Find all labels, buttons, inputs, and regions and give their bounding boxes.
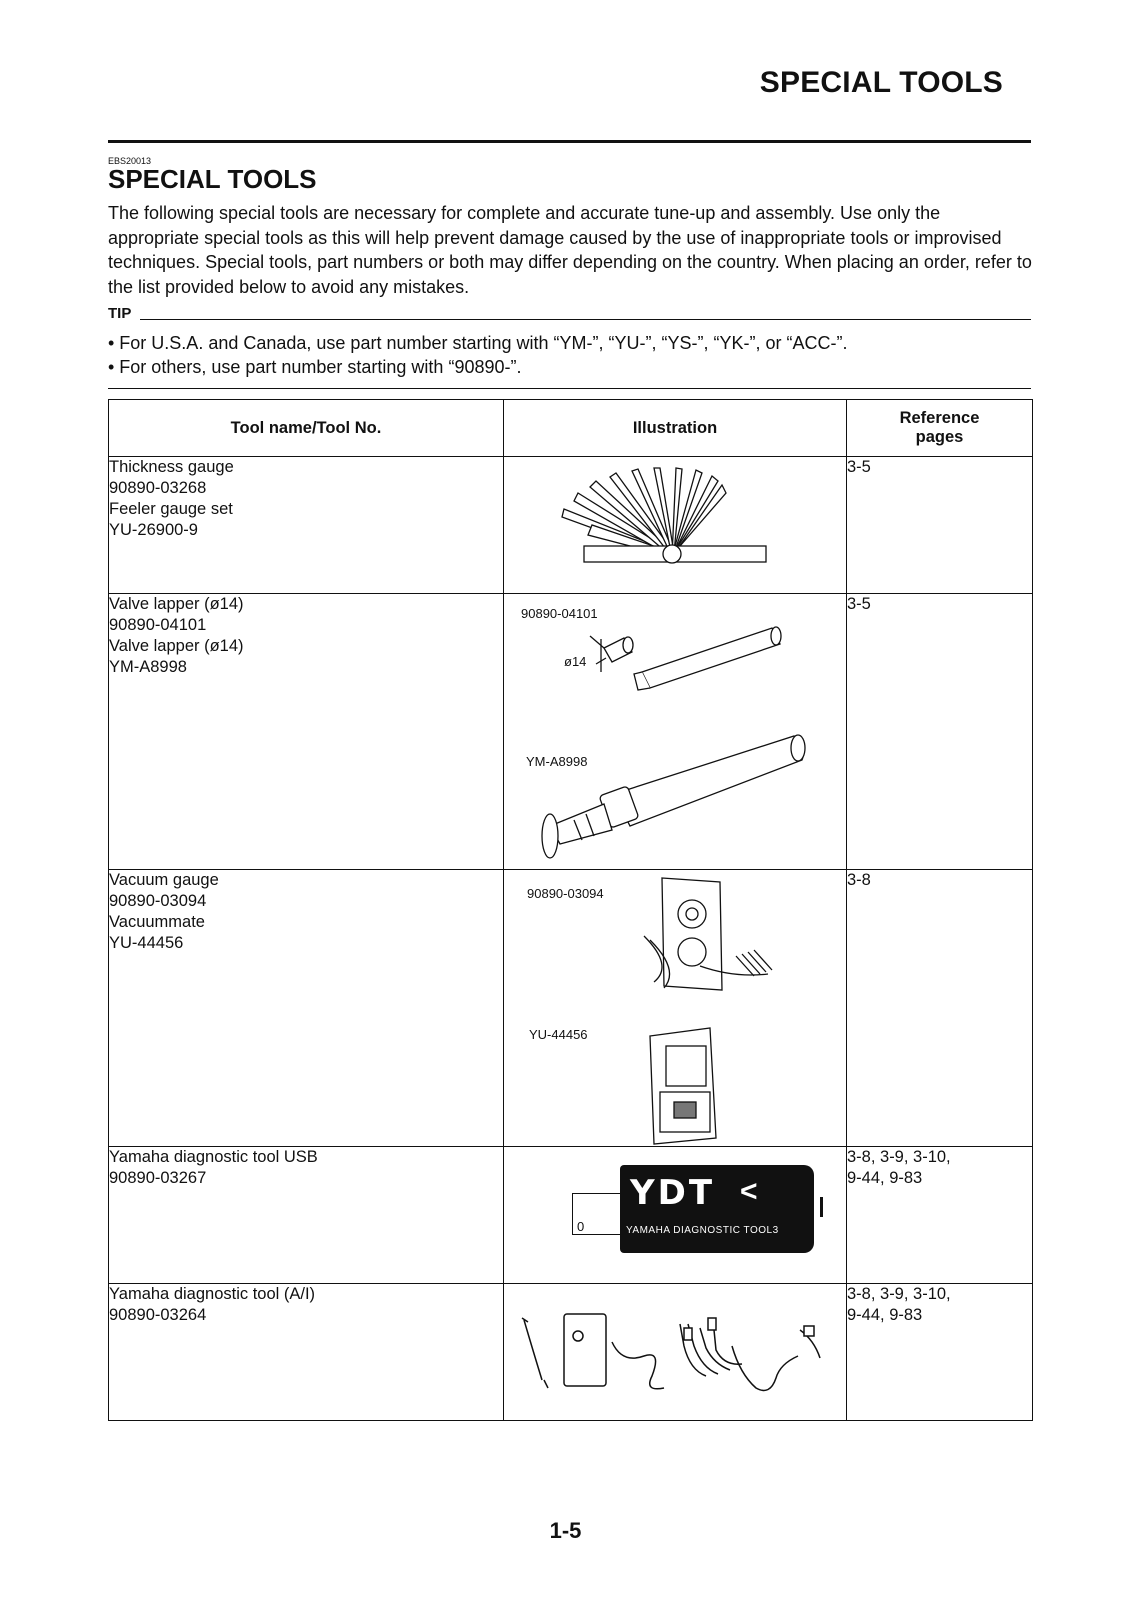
tool-line: Yamaha diagnostic tool USB [109,1148,318,1166]
tool-line: Thickness gauge [109,458,234,476]
tool-line: 90890-03264 [109,1306,207,1324]
tool-line: Valve lapper (ø14) [109,595,244,613]
tip-list [108,331,847,379]
tip-label: TIP [108,305,132,322]
tool-line: YU-26900-9 [109,521,198,539]
usb-plug [572,1193,624,1235]
tip-heading [108,305,1031,325]
tool-line: Valve lapper (ø14) [109,637,244,655]
reference-line: 3-8, 3-9, 3-10, [847,1285,951,1303]
vacuum-gauge-icon [504,870,847,1145]
header-tool: Tool name/Tool No. [109,400,504,457]
reference-line: 3-5 [847,595,871,613]
reference-line: 3-8 [847,871,871,889]
illustration-cell [504,1284,847,1421]
tip-rule [140,319,1031,320]
reference-cell [847,1284,1033,1421]
diameter-label: ø14 [564,654,587,669]
table-row [109,1147,1033,1284]
illustration-label: 90890-04101 [521,606,598,621]
usb-plug-label: 0 [577,1219,585,1234]
tool-line: 90890-03268 [109,479,207,497]
table-row [109,594,1033,870]
share-icon: < [740,1175,758,1208]
tool-line: YU-44456 [109,934,184,952]
table-header-row [109,400,1033,457]
tool-line: 90890-04101 [109,616,207,634]
header-reference-line: pages [915,428,964,446]
tool-line: 90890-03094 [109,892,207,910]
tip-item: • For others, use part number starting with “90890-”. [108,357,522,377]
table-row [109,457,1033,594]
header-illustration: Illustration [504,400,847,457]
section-title: SPECIAL TOOLS [108,164,317,194]
reference-cell [847,594,1033,870]
reference-cell [847,457,1033,594]
reference-line: 3-5 [847,458,871,476]
tool-line: Vacuum gauge [109,871,219,889]
tool-cell [109,1147,504,1284]
usb-cap-mark [820,1197,823,1217]
tip-end-rule [108,388,1031,389]
tool-cell [109,594,504,870]
table-row [109,870,1033,1147]
table-row [109,1284,1033,1421]
tip-item: • For U.S.A. and Canada, use part number starting with “YM-”, “YU-”, “YS-”, “YK-”, or “ACC-”. [108,333,848,353]
illustration-label: YM-A8998 [526,754,588,769]
illustration-label: 90890-03094 [527,886,604,901]
reference-cell [847,870,1033,1147]
header-rule [108,140,1031,143]
feeler-gauge-icon [504,457,847,592]
tool-line: YM-A8998 [109,658,187,676]
illustration-label: YU-44456 [529,1027,588,1042]
valve-lapper-icon [504,594,847,868]
section-code: EBS20013 [108,156,152,166]
header-reference-line: Reference [899,409,980,427]
illustration-cell [504,870,847,1147]
page-number: 1-5 [549,1518,582,1543]
reference-line: 9-44, 9-83 [847,1169,923,1187]
illustration-cell [504,1147,847,1284]
ydt-logo-text: YDT [630,1173,716,1213]
usb-body [620,1165,814,1253]
ydt-usb-icon [572,1165,818,1253]
header-reference [847,400,1033,457]
illustration-cell [504,594,847,870]
tool-cell [109,1284,504,1421]
tool-line: Vacuummate [109,913,205,931]
tool-line: Yamaha diagnostic tool (A/I) [109,1285,316,1303]
ydt-subtitle: YAMAHA DIAGNOSTIC TOOL3 [626,1225,779,1236]
diagnostic-cables-icon [504,1284,847,1419]
reference-cell [847,1147,1033,1284]
special-tools-table [108,399,1033,1421]
header-title: SPECIAL TOOLS [759,66,1003,99]
intro-paragraph: The following special tools are necessary for complete and accurate tune-up and assembly. Use only the appropriate special tools as this will help prevent damage caused by the use of inappropriate tools or improvised techniques. Special tools, part numbers or both may differ depending on the country. When placing an order, refer to the list provided below to avoid any mistakes. [108,203,1032,297]
tool-line: 90890-03267 [109,1169,207,1187]
tool-cell [109,457,504,594]
tool-line: Feeler gauge set [109,500,233,518]
illustration-cell [504,457,847,594]
reference-line: 9-44, 9-83 [847,1306,923,1324]
tool-cell [109,870,504,1147]
reference-line: 3-8, 3-9, 3-10, [847,1148,951,1166]
